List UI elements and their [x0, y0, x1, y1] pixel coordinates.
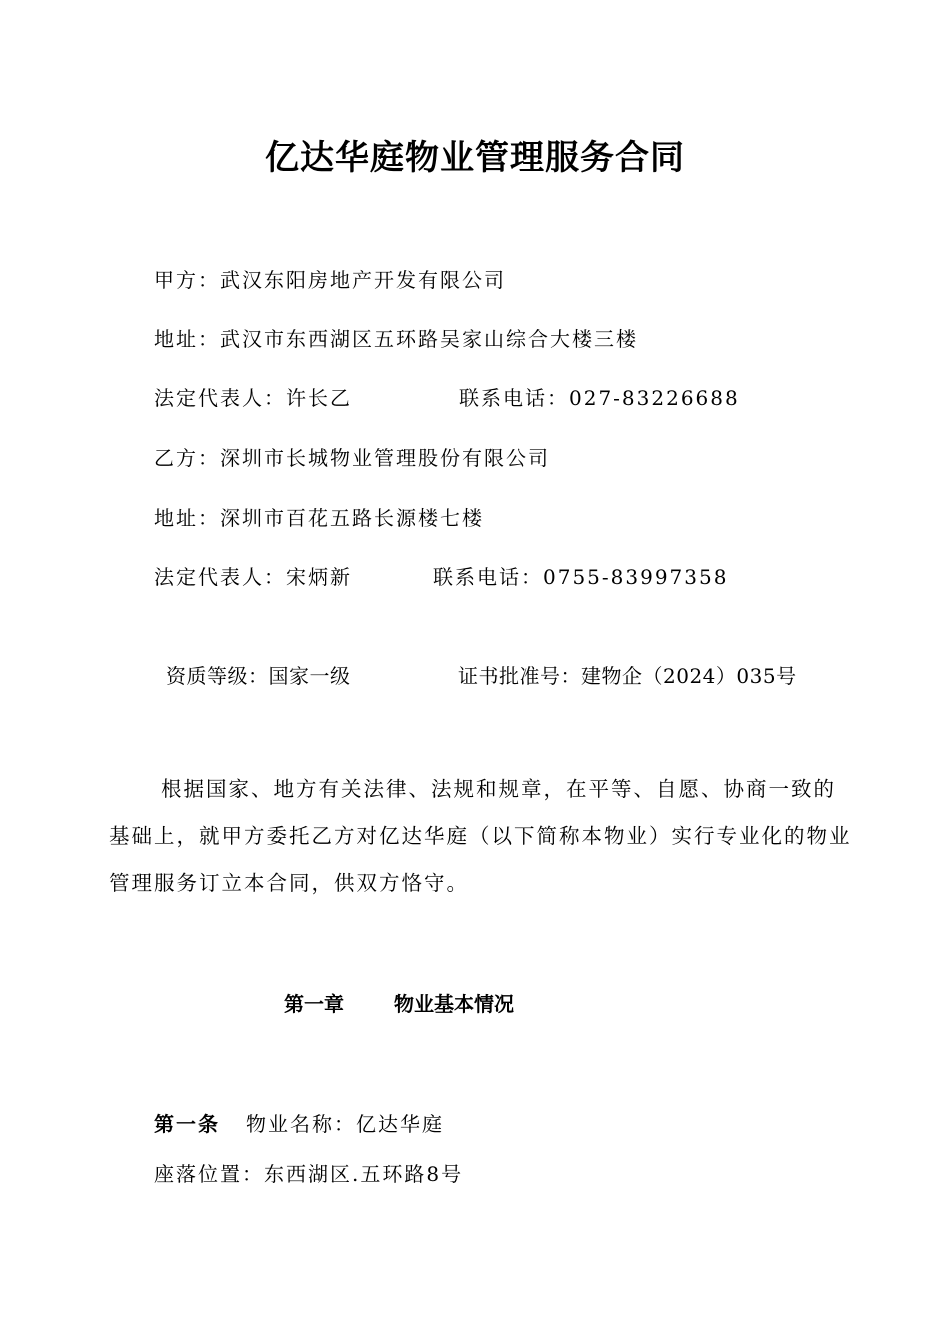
article-1-location: 座落位置：东西湖区.五环路8号 [154, 1162, 464, 1186]
party-a-contact-row [154, 382, 740, 411]
article-1-label: 第一条 [154, 1112, 220, 1136]
preamble-paragraph: 根据国家、地方有关法律、法规和规章，在平等、自愿、协商一致的基础上，就甲方委托乙方对亿达华庭（以下简称本物业）实行专业化的物业管理服务订立本合同，供双方恪守。 [109, 777, 852, 895]
party-a-phone: 联系电话：027-83226688 [459, 386, 740, 410]
party-b-phone: 联系电话：0755-83997358 [433, 565, 729, 589]
party-a-address: 地址：武汉市东西湖区五环路吴家山综合大楼三楼 [154, 327, 638, 351]
party-a-name: 甲方：武汉东阳房地产开发有限公司 [154, 268, 506, 292]
article-1-property-name: 物业名称：亿达华庭 [246, 1112, 444, 1136]
chapter-number: 第一章 [284, 992, 344, 1016]
party-b-representative: 法定代表人：宋炳新 [154, 565, 352, 589]
party-b-address: 地址：深圳市百花五路长源楼七楼 [154, 506, 484, 530]
party-b-name: 乙方：深圳市长城物业管理股份有限公司 [154, 446, 550, 470]
chapter-name: 物业基本情况 [394, 992, 514, 1016]
article-1-row [154, 1108, 444, 1137]
qualification-row [166, 660, 797, 689]
party-b-contact-row [154, 561, 728, 590]
qualification-level: 资质等级：国家一级 [166, 664, 351, 688]
party-a-representative: 法定代表人：许长乙 [154, 386, 352, 410]
certificate-number: 证书批准号：建物企（2024）035号 [458, 664, 797, 688]
chapter-heading [284, 988, 514, 1017]
contract-title: 亿达华庭物业管理服务合同 [265, 138, 685, 178]
